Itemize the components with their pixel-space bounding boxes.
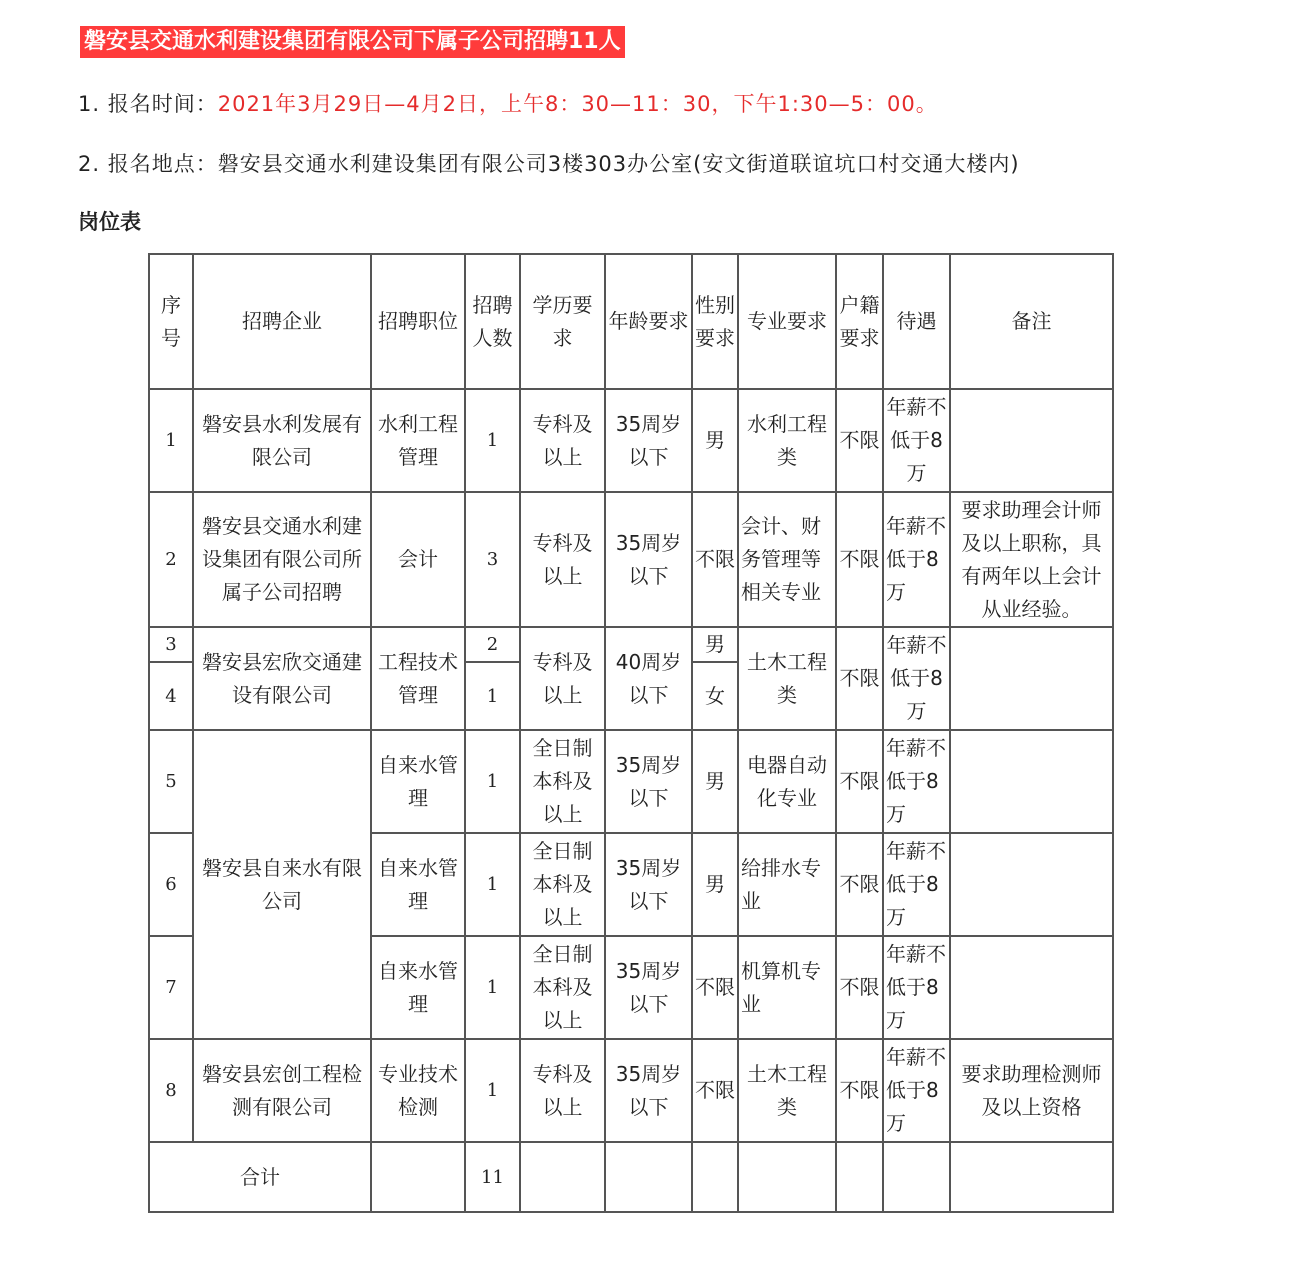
cell-edu: 专科及以上 bbox=[520, 627, 605, 730]
cell-company: 磐安县交通水利建设集团有限公司所属子公司招聘 bbox=[193, 492, 371, 627]
cell-company: 磐安县水利发展有限公司 bbox=[193, 389, 371, 492]
cell-note: 要求助理会计师及以上职称，具有两年以上会计从业经验。 bbox=[950, 492, 1113, 627]
cell-major: 土木工程类 bbox=[738, 1039, 836, 1142]
cell-huji: 不限 bbox=[836, 1039, 883, 1142]
cell-edu: 专科及以上 bbox=[520, 492, 605, 627]
table-row bbox=[149, 492, 1113, 627]
cell-age: 35周岁以下 bbox=[605, 389, 692, 492]
cell-pay: 年薪不低于8万 bbox=[883, 492, 950, 627]
cell-pay: 年薪不低于8万 bbox=[883, 389, 950, 492]
cell-gender: 不限 bbox=[692, 492, 738, 627]
cell-no: 4 bbox=[149, 662, 193, 730]
cell-count: 2 bbox=[465, 627, 520, 662]
table-total-row bbox=[149, 1142, 1113, 1212]
cell-age: 35周岁以下 bbox=[605, 833, 692, 936]
cell-no: 8 bbox=[149, 1039, 193, 1142]
table-row bbox=[149, 1039, 1113, 1142]
cell-position: 会计 bbox=[371, 492, 465, 627]
cell-pay: 年薪不低于8万 bbox=[883, 833, 950, 936]
cell-note bbox=[950, 833, 1113, 936]
table-row bbox=[149, 627, 1113, 662]
header-cell: 招聘企业 bbox=[193, 254, 371, 389]
cell-no: 3 bbox=[149, 627, 193, 662]
total-count: 11 bbox=[465, 1142, 520, 1212]
job-table bbox=[148, 253, 1114, 1213]
total-empty-cell bbox=[371, 1142, 465, 1212]
cell-position: 自来水管理 bbox=[371, 936, 465, 1039]
cell-huji: 不限 bbox=[836, 492, 883, 627]
cell-huji: 不限 bbox=[836, 833, 883, 936]
cell-note: 要求助理检测师及以上资格 bbox=[950, 1039, 1113, 1142]
cell-edu: 专科及以上 bbox=[520, 1039, 605, 1142]
cell-huji: 不限 bbox=[836, 389, 883, 492]
total-empty-cell bbox=[883, 1142, 950, 1212]
cell-edu: 专科及以上 bbox=[520, 389, 605, 492]
cell-age: 40周岁以下 bbox=[605, 627, 692, 730]
cell-no: 7 bbox=[149, 936, 193, 1039]
cell-major: 电器自动化专业 bbox=[738, 730, 836, 833]
table-header-row bbox=[149, 254, 1113, 389]
cell-gender: 不限 bbox=[692, 1039, 738, 1142]
cell-no: 2 bbox=[149, 492, 193, 627]
registration-time-value: 2021年3月29日—4月2日，上午8：30—11：30，下午1:30—5：00。 bbox=[217, 92, 938, 116]
cell-age: 35周岁以下 bbox=[605, 936, 692, 1039]
total-label: 合计 bbox=[149, 1142, 371, 1212]
table-row bbox=[149, 389, 1113, 492]
cell-pay: 年薪不低于8万 bbox=[883, 936, 950, 1039]
cell-count: 1 bbox=[465, 730, 520, 833]
cell-age: 35周岁以下 bbox=[605, 1039, 692, 1142]
cell-age: 35周岁以下 bbox=[605, 730, 692, 833]
total-empty-cell bbox=[836, 1142, 883, 1212]
total-empty-cell bbox=[692, 1142, 738, 1212]
cell-no: 1 bbox=[149, 389, 193, 492]
cell-gender: 女 bbox=[692, 662, 738, 730]
header-cell: 招聘职位 bbox=[371, 254, 465, 389]
cell-no: 5 bbox=[149, 730, 193, 833]
cell-huji: 不限 bbox=[836, 936, 883, 1039]
cell-edu: 全日制本科及以上 bbox=[520, 936, 605, 1039]
cell-company: 磐安县自来水有限公司 bbox=[193, 730, 371, 1039]
header-cell: 待遇 bbox=[883, 254, 950, 389]
header-cell: 学历要求 bbox=[520, 254, 605, 389]
cell-major: 机算机专业 bbox=[738, 936, 836, 1039]
cell-count: 1 bbox=[465, 662, 520, 730]
cell-position: 专业技术检测 bbox=[371, 1039, 465, 1142]
cell-pay: 年薪不低于8万 bbox=[883, 1039, 950, 1142]
cell-pay: 年薪不低于8万 bbox=[883, 730, 950, 833]
cell-gender: 男 bbox=[692, 627, 738, 662]
registration-location: 2. 报名地点：磐安县交通水利建设集团有限公司3楼303办公室(安文街道联谊坑口村交通大楼内) bbox=[78, 152, 1020, 176]
page-title: 磐安县交通水利建设集团有限公司下属子公司招聘11人 bbox=[80, 26, 625, 58]
total-empty-cell bbox=[520, 1142, 605, 1212]
header-cell: 专业要求 bbox=[738, 254, 836, 389]
cell-edu: 全日制本科及以上 bbox=[520, 833, 605, 936]
cell-company: 磐安县宏欣交通建设有限公司 bbox=[193, 627, 371, 730]
cell-gender: 不限 bbox=[692, 936, 738, 1039]
cell-note bbox=[950, 389, 1113, 492]
cell-major: 会计、财务管理等相关专业 bbox=[738, 492, 836, 627]
cell-pay: 年薪不低于8万 bbox=[883, 627, 950, 730]
header-cell: 户籍要求 bbox=[836, 254, 883, 389]
header-cell: 备注 bbox=[950, 254, 1113, 389]
cell-no: 6 bbox=[149, 833, 193, 936]
total-empty-cell bbox=[605, 1142, 692, 1212]
section-title: 岗位表 bbox=[78, 210, 141, 234]
cell-gender: 男 bbox=[692, 730, 738, 833]
cell-note bbox=[950, 730, 1113, 833]
header-cell: 招聘人数 bbox=[465, 254, 520, 389]
cell-gender: 男 bbox=[692, 833, 738, 936]
cell-gender: 男 bbox=[692, 389, 738, 492]
header-cell: 年龄要求 bbox=[605, 254, 692, 389]
cell-major: 水利工程类 bbox=[738, 389, 836, 492]
header-cell: 序号 bbox=[149, 254, 193, 389]
cell-count: 1 bbox=[465, 389, 520, 492]
cell-note bbox=[950, 936, 1113, 1039]
cell-position: 水利工程管理 bbox=[371, 389, 465, 492]
cell-count: 1 bbox=[465, 1039, 520, 1142]
total-empty-cell bbox=[738, 1142, 836, 1212]
cell-huji: 不限 bbox=[836, 627, 883, 730]
cell-position: 自来水管理 bbox=[371, 730, 465, 833]
cell-count: 1 bbox=[465, 833, 520, 936]
total-empty-cell bbox=[950, 1142, 1113, 1212]
cell-edu: 全日制本科及以上 bbox=[520, 730, 605, 833]
cell-age: 35周岁以下 bbox=[605, 492, 692, 627]
cell-position: 自来水管理 bbox=[371, 833, 465, 936]
cell-count: 1 bbox=[465, 936, 520, 1039]
table-row bbox=[149, 730, 1113, 833]
cell-count: 3 bbox=[465, 492, 520, 627]
registration-time-label: 1. 报名时间： bbox=[78, 92, 218, 116]
header-cell: 性别要求 bbox=[692, 254, 738, 389]
registration-time bbox=[78, 88, 938, 118]
cell-note bbox=[950, 627, 1113, 730]
cell-position: 工程技术管理 bbox=[371, 627, 465, 730]
cell-company: 磐安县宏创工程检测有限公司 bbox=[193, 1039, 371, 1142]
cell-huji: 不限 bbox=[836, 730, 883, 833]
cell-major: 给排水专业 bbox=[738, 833, 836, 936]
cell-major: 土木工程类 bbox=[738, 627, 836, 730]
